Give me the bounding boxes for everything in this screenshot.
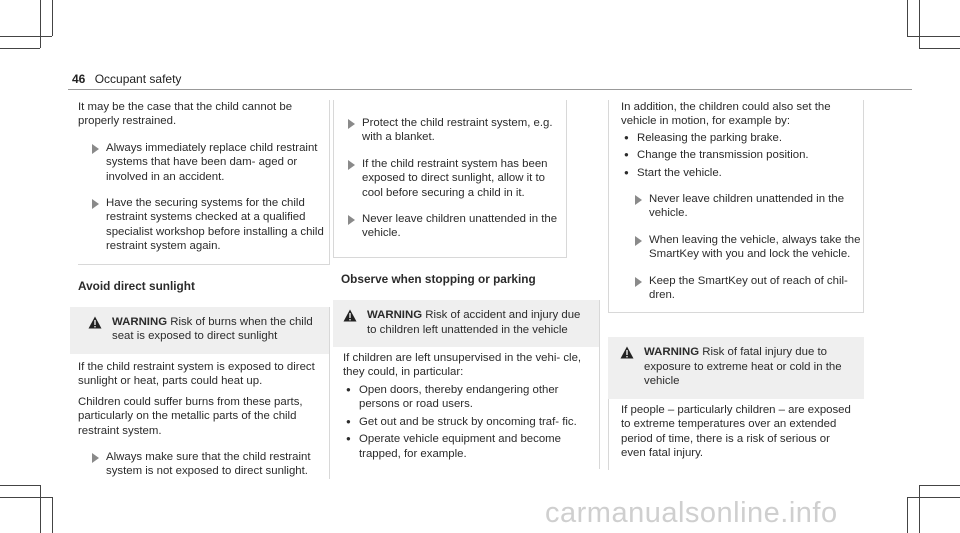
step-item bbox=[621, 233, 863, 262]
step-item bbox=[78, 196, 329, 254]
crop-mark bbox=[0, 48, 40, 49]
step-text: When leaving the vehicle, always take the SmartKey with you and lock the vehicle. bbox=[649, 233, 861, 261]
paragraph: If children are left unsupervised in the vehi- cle, they could, in particular: bbox=[343, 352, 582, 379]
list-item: ● Start the vehicle. bbox=[621, 166, 863, 180]
warning-label: WARNING bbox=[112, 316, 168, 329]
info-box bbox=[333, 100, 567, 258]
crop-mark bbox=[40, 485, 41, 533]
list-item: ● Operate vehicle equipment and become trapped, for example. bbox=[343, 432, 589, 461]
crop-mark bbox=[919, 485, 960, 486]
paragraph: It may be the case that the child cannot be properly restrained. bbox=[78, 101, 293, 128]
section-title: Occupant safety bbox=[94, 72, 182, 86]
paragraph: If people – particularly children – are exposed to extreme temperatures over an extended period of time, there is a risk of serious or even fatal injury. bbox=[621, 403, 851, 459]
bullet-list bbox=[343, 383, 589, 461]
crop-mark bbox=[52, 0, 53, 36]
step-text: Never leave children unattended in the vehicle. bbox=[362, 213, 558, 240]
warning-label: WARNING bbox=[644, 346, 700, 359]
crop-mark bbox=[0, 485, 40, 486]
info-box bbox=[78, 100, 330, 265]
step-text: Keep the SmartKey out of reach of chil- dren. bbox=[649, 274, 848, 302]
crop-mark bbox=[907, 36, 960, 37]
step-text: If the child restraint system has been exposed to direct sunlight, allow it to cool before securing a child in it. bbox=[362, 157, 548, 199]
section-heading: Avoid direct sunlight bbox=[78, 278, 195, 293]
crop-mark bbox=[907, 0, 908, 36]
column-2 bbox=[333, 100, 585, 469]
warning-triangle-icon bbox=[343, 308, 367, 337]
step-item bbox=[334, 212, 566, 241]
column-3 bbox=[608, 100, 864, 470]
warning-body bbox=[608, 399, 864, 471]
step-text: Always immediately replace child restraint systems that have been dam- aged or involved in an accident. bbox=[106, 141, 318, 183]
warning-body bbox=[78, 354, 329, 479]
step-item bbox=[334, 116, 566, 145]
bullet-list bbox=[621, 131, 863, 180]
header-divider bbox=[68, 89, 912, 90]
crop-mark bbox=[52, 497, 53, 533]
list-item: ● Change the transmission position. bbox=[621, 148, 863, 162]
crop-mark bbox=[919, 485, 920, 533]
section-heading: Observe when stopping or parking bbox=[341, 271, 536, 286]
info-box bbox=[608, 100, 864, 313]
step-item bbox=[78, 141, 329, 184]
warning-block bbox=[78, 307, 330, 479]
page-header bbox=[72, 72, 181, 86]
crop-mark bbox=[907, 497, 960, 498]
step-text: Have the securing systems for the child restraint systems checked at a qualified specialist workshop before installing a child restraint system again. bbox=[106, 197, 324, 253]
warning-body bbox=[333, 347, 599, 469]
step-text: Never leave children unattended in the vehicle. bbox=[649, 193, 845, 220]
warning-header bbox=[608, 337, 864, 398]
warning-triangle-icon bbox=[88, 315, 112, 344]
warning-text: Risk of burns when the child seat is exposed to direct sunlight bbox=[112, 316, 313, 343]
warning-block bbox=[333, 300, 600, 469]
warning-text: Risk of fatal injury due to exposure to extreme heat or cold in the vehicle bbox=[644, 346, 842, 388]
list-item: ● Get out and be struck by oncoming traf- fic. bbox=[343, 415, 589, 429]
crop-mark bbox=[0, 36, 52, 37]
crop-mark bbox=[919, 0, 920, 48]
crop-mark bbox=[0, 497, 52, 498]
warning-header bbox=[333, 300, 599, 347]
watermark: carmanualsonline.info bbox=[545, 497, 838, 529]
paragraph: Children could suffer burns from these parts, particularly on the metallic parts of the child restraint system. bbox=[78, 395, 303, 437]
crop-mark bbox=[40, 0, 41, 48]
list-item: ● Open doors, thereby endangering other persons or road users. bbox=[343, 383, 589, 412]
step-item bbox=[334, 157, 566, 200]
warning-label: WARNING bbox=[367, 309, 423, 322]
crop-mark bbox=[907, 497, 908, 533]
warning-triangle-icon bbox=[620, 345, 644, 388]
warning-header bbox=[70, 307, 329, 354]
paragraph: In addition, the children could also set the vehicle in motion, for example by: bbox=[621, 101, 831, 128]
step-text: Always make sure that the child restraint system is not exposed to direct sunlight. bbox=[106, 450, 311, 478]
paragraph: If the child restraint system is exposed to direct sunlight or heat, parts could heat up. bbox=[78, 360, 315, 388]
list-item: ● Releasing the parking brake. bbox=[621, 131, 863, 145]
warning-block bbox=[608, 337, 864, 470]
warning-text: Risk of accident and injury due to children left unattended in the vehicle bbox=[367, 309, 581, 336]
column-1 bbox=[78, 100, 330, 489]
step-item bbox=[621, 274, 863, 303]
step-item bbox=[621, 192, 863, 221]
step-text: Protect the child restraint system, e.g. with a blanket. bbox=[362, 117, 553, 144]
step-item bbox=[78, 450, 329, 479]
crop-mark bbox=[919, 48, 960, 49]
page-number: 46 bbox=[72, 72, 86, 86]
